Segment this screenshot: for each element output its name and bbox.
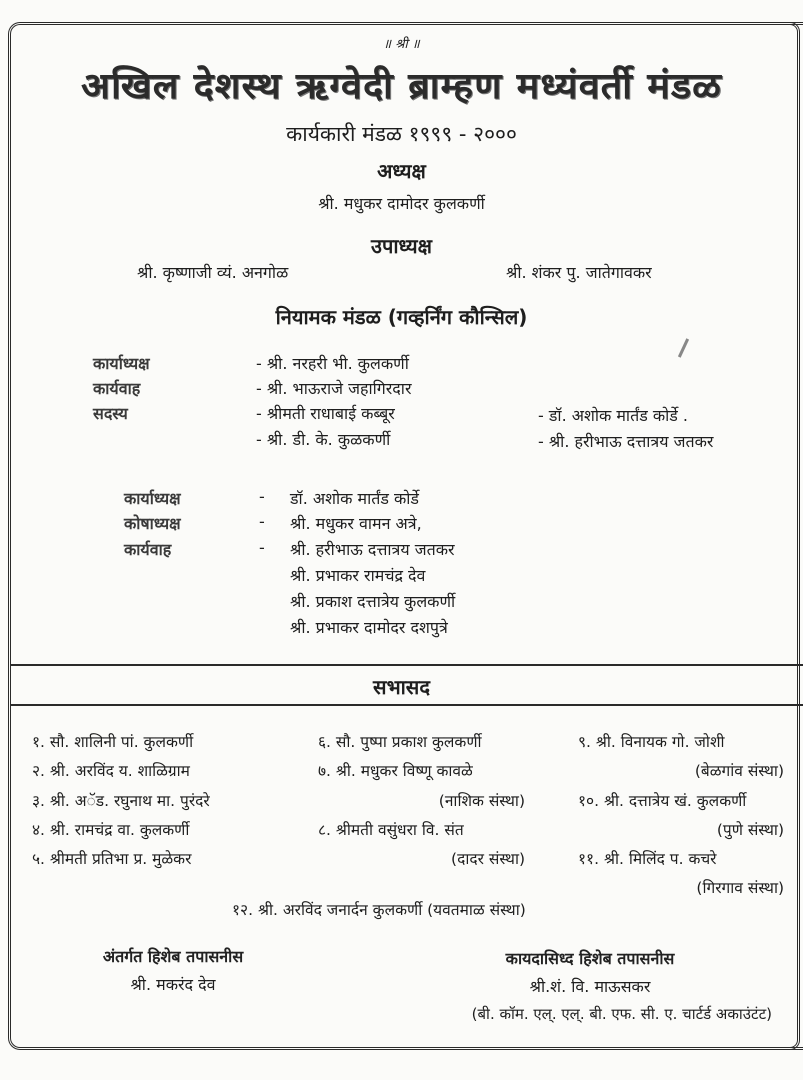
member-branch: (बेळगांव संस्था) [694, 762, 784, 780]
organization-title: अखिल देशस्थ ऋग्वेदी ब्राम्हण मध्यंवर्ती मंडळ [81, 66, 722, 107]
president-heading: अध्यक्ष [377, 159, 426, 183]
member-item: ८. श्रीमती वसुंधरा वि. संत [318, 821, 464, 839]
executive-member: डॉ. अशोक मार्तंड कोर्डे [290, 489, 419, 508]
member-item: २. श्री. अरविंद य. शाळिग्राम [32, 762, 190, 780]
member-item: ११. श्री. मिलिंद प. कचरे [578, 850, 717, 868]
member-item: ६. सौ. पुष्पा प्रकाश कुलकर्णी [318, 733, 482, 751]
council-role: सदस्य [93, 404, 128, 423]
council-member: - श्रीमती राधाबाई कब्बूर [256, 404, 395, 423]
member-item: १. सौ. शालिनी पां. कुलकर्णी [32, 733, 194, 751]
executive-role: कार्याध्यक्ष [124, 489, 181, 508]
statutory-auditor-name: श्री.शं. वि. माऊसकर [529, 977, 651, 996]
vice-president-1: श्री. कृष्णाजी व्यं. अनगोळ [137, 263, 289, 282]
divider [11, 704, 803, 706]
member-item: १२. श्री. अरविंद जनार्दन कुलकर्णी (यवतमाळ संस्था) [232, 901, 526, 919]
council-member: - श्री. नरहरी भी. कुलकर्णी [256, 354, 409, 373]
executive-member: श्री. मधुकर वामन अत्रे, [290, 514, 422, 533]
internal-auditor-name: श्री. मकरंद देव [130, 975, 216, 994]
executive-member: श्री. हरीभाऊ दत्तात्रय जतकर [290, 540, 455, 559]
vice-president-2: श्री. शंकर पु. जातेगावकर [506, 263, 652, 282]
executive-member: श्री. प्रकाश दत्तात्रेय कुलकर्णी [290, 592, 456, 611]
executive-role: कार्यवाह [124, 540, 172, 559]
council-member-right: - डॉ. अशोक मार्तंड कोर्डे . [538, 406, 688, 425]
member-item: १०. श्री. दत्तात्रेय खं. कुलकर्णी [578, 792, 747, 810]
member-branch: (नाशिक संस्था) [438, 792, 525, 810]
council-member: - श्री. भाऊराजे जहागिरदार [256, 379, 412, 398]
executive-member: श्री. प्रभाकर रामचंद्र देव [290, 566, 426, 585]
vice-president-heading: उपाध्यक्ष [371, 234, 432, 258]
president-name: श्री. मधुकर दामोदर कुलकर्णी [318, 194, 485, 213]
member-branch: (दादर संस्था) [451, 850, 525, 868]
member-item: ३. श्री. अॅड. रघुनाथ मा. पुरंदरे [32, 792, 210, 810]
executive-dash: - [259, 487, 265, 506]
internal-auditor-heading: अंतर्गत हिशेब तपासनीस [102, 947, 244, 966]
member-branch: (पुणे संस्था) [716, 821, 784, 839]
executive-dash: - [259, 512, 265, 531]
committee-year: कार्यकारी मंडळ १९९९ - २००० [286, 122, 517, 146]
member-branch: (गिरगाव संस्था) [696, 879, 784, 897]
divider [11, 664, 803, 666]
council-member: - श्री. डी. के. कुळकर्णी [256, 430, 391, 449]
member-item: ९. श्री. विनायक गो. जोशी [578, 733, 725, 751]
statutory-auditor-heading: कायदासिध्द हिशेब तपासनीस [505, 949, 675, 968]
member-item: ७. श्री. मधुकर विष्णू कावळे [318, 762, 473, 780]
executive-member: श्री. प्रभाकर दामोदर दशपुत्रे [290, 618, 448, 637]
executive-dash: - [259, 538, 265, 557]
members-heading: सभासद [373, 675, 430, 699]
council-role: कार्यवाह [93, 379, 141, 398]
member-item: ४. श्री. रामचंद्र वा. कुलकर्णी [32, 821, 190, 839]
statutory-auditor-qualification: (बी. कॉम. एल्. एल्. बी. एफ. सी. ए. चार्टर्ड अकाउंटंट) [471, 1005, 772, 1023]
council-role: कार्याध्यक्ष [93, 354, 150, 373]
council-member-right: - श्री. हरीभाऊ दत्तात्रय जतकर [538, 432, 714, 451]
invocation: ॥ श्री ॥ [383, 37, 420, 52]
governing-council-heading: नियामक मंडळ (गव्हर्निंग कौन्सिल) [275, 305, 528, 329]
member-item: ५. श्रीमती प्रतिभा प्र. मुळेकर [32, 850, 192, 868]
executive-role: कोषाध्यक्ष [124, 514, 181, 533]
